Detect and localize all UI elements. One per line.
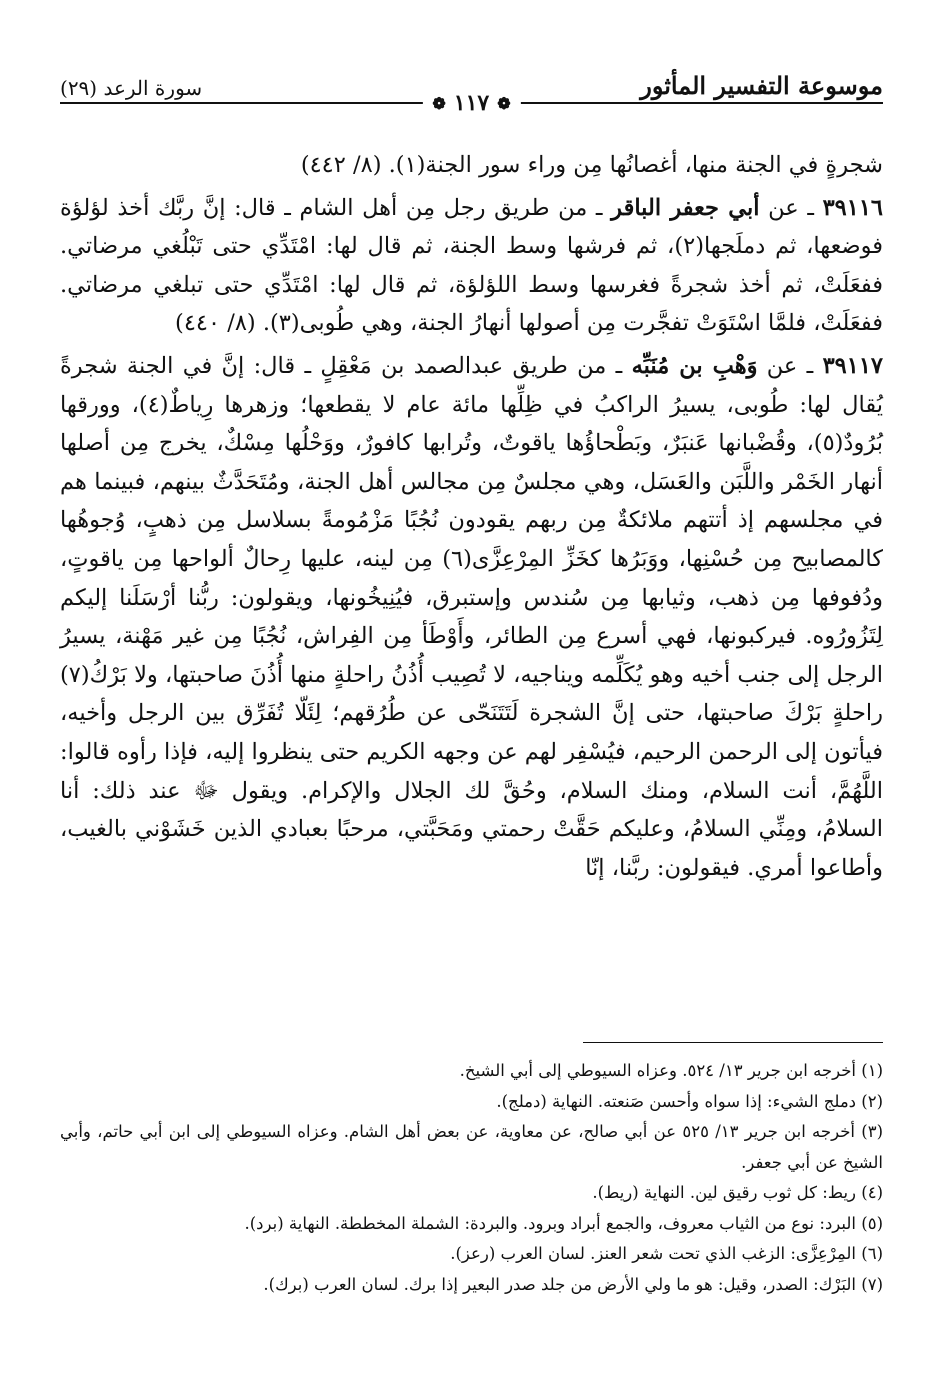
narrator-name: وَهْبِ بن مُنَبِّه (631, 352, 758, 379)
footnotes (60, 1056, 883, 1300)
surah-label: سورة الرعد (٢٩) (60, 76, 203, 100)
paragraph: ٣٩١١٧ ـ عن وَهْبِ بن مُنَبِّه ـ من طريق عبدالصمد بن مَعْقِلٍ ـ قال: إنَّ في الجنة شجرةً يُقال لها: طُوبى، يسيرُ الراكبُ في ظِلِّها مائة عام لا يقطعها؛ وزهرها رِياطٌ(٤)، وورقها بُرُودٌ(٥)، وقُضْبانها عَنبَرٌ، وبَطْحاؤُها ياقوتٌ، وتُرابها كافورٌ، ووَحْلُها مِسْكٌ، يخرج مِن أصلها أنهار الخَمْر واللَّبَن والعَسَل، وهي مجلسٌ مِن مجالس أهل الجنة، ومُتَحَدَّثٌ بينهم، فبينما هم في مجلسهم إذ أتتهم ملائكةٌ مِن ربهم يقودون نُجُبًا مَزْمُومةً بسلاسل مِن ذهبٍ، وُجوهُها كالمصابيح مِن حُسْنِها، ووَبَرُها كخَزِّ المِرْعِزَّى(٦) مِن لينه، عليها رِحالٌ ألواحها مِن ياقوتٍ، ودُفوفها مِن ذهب، وثيابها مِن سُندس وإستبرق، فيُنِيخُونها، ويقولون: ربُّنا أرْسَلَنا إليكم لِتَزُورُوه. فيركبونها، فهي أسرع مِن الطائر، وأَوْطَأ مِن الفِراش، نُجُبًا مِن غير مَهْنة، يسيرُ الرجل إلى جنب أخيه وهو يُكَلِّمه ويناجيه، لا تُصِيب أُذُنُ راحلةٍ منها أُذُنَ صاحبتها، ولا بَرْكُ(٧) راحلةٍ بَرْكَ صاحبتها، حتى إنَّ الشجرة لَتَتَنَحّى عن طُرُقهم؛ لِئَلّا تُفَرِّق بين الرجل وأخيه، فيأتون إلى الرحمن الرحيم، فيُسْفِر لهم عن وجهه الكريم حتى ينظروا إليه، فإذا رأوه قالوا: اللَّهُمَّ، أنت السلام، ومنك السلام، وحُقَّ لك الجلال والإكرام. ويقول ﷻ عند ذلك: أنا السلامُ، ومِنِّي السلامُ، وعليكم حَقَّتْ رحمتي ومَحَبَّتي، مرحبًا بعبادي الذين خَشَوْني بالغيب، وأطاعوا أمري. فيقولون: ربَّنا، إنّا (60, 352, 884, 881)
paragraph-text: ـ من طريق رجل مِن أهل الشام ـ قال: إنَّ ربَّك أخذ لؤلؤة فوضعها، ثم دملَجها(٢)، ثم فرشها وسط الجنة، ثم قال لها: امْتَدِّي حتى تَبْلُغي مرضاتي. ففعَلَتْ، ثم أخذ شجرةً فغرسها وسط اللؤلؤة، ثم قال لها: امْتَدِّي حتى تبلغي مرضاتي. ففعَلَتْ، فلمَّا اسْتَوَتْ تفجَّرت مِن أصولها أنهارُ الجنة، وهي طُوبى(٣). (٨/ ٤٤٠) (60, 194, 883, 337)
paragraph (60, 146, 883, 185)
footnote-rule (583, 1042, 883, 1043)
book-title: موسوعة التفسير المأثور (640, 71, 883, 100)
page (60, 60, 883, 1343)
footnote: (٢) دملج الشيء: إذا سواه وأحسن صَنعته. النهاية (دملج). (496, 1091, 883, 1111)
footnote: (١) أخرجه ابن جرير ١٣/ ٥٢٤. وعزاه السيوطي إلى أبي الشيخ. (459, 1061, 883, 1080)
footnote: (٥) البرد: نوع من الثياب معروف، والجمع أبراد وبرود. والبردة: الشملة المخططة. النهاية (برد). (244, 1213, 883, 1233)
main-text (60, 146, 883, 891)
footnote: (٧) البَرْك: الصدر، وقيل: هو ما ولي الأرض من جلد صدر البعير إذا برك. لسان العرب (برك). (263, 1274, 883, 1294)
page-number-text: ١١٧ (453, 90, 490, 116)
ornament-icon: ❁ (432, 93, 446, 113)
page-number (422, 90, 520, 116)
ornament-icon: ❁ (497, 93, 511, 113)
footnote: (٣) أخرجه ابن جرير ١٣/ ٥٢٥ عن أبي صالح، عن معاوية، عن بعض أهل الشام. وعزاه السيوطي إلى ابن أبي حاتم، وأبي الشيخ عن أبي جعفر. (60, 1122, 883, 1172)
report-number: ٣٩١١٧ (822, 352, 884, 379)
paragraph-text: ـ من طريق عبدالصمد بن مَعْقِلٍ ـ قال: إنَّ في الجنة شجرةً يُقال لها: طُوبى، يسيرُ الراكبُ في ظِلِّها مائة عام لا يقطعها؛ وزهرها رِياطٌ(٤)، وورقها بُرُودٌ(٥)، وقُضْبانها عَنبَرٌ، وبَطْحاؤُها ياقوتٌ، وتُرابها كافورٌ، ووَحْلُها مِسْكٌ، يخرج مِن أصلها أنهار الخَمْر واللَّبَن والعَسَل، وهي مجلسٌ مِن مجالس أهل الجنة، ومُتَحَدَّثٌ بينهم، فبينما هم في مجلسهم إذ أتتهم ملائكةٌ مِن ربهم يقودون نُجُبًا مَزْمُومةً بسلاسل مِن ذهبٍ، وُجوهُها كالمصابيح مِن حُسْنِها، ووَبَرُها كخَزِّ المِرْعِزَّى(٦) مِن لينه، عليها رِحالٌ ألواحها مِن ياقوتٍ، ودُفوفها مِن ذهب، وثيابها مِن سُندس وإستبرق، فيُنِيخُونها، ويقولون: ربُّنا أرْسَلَنا إليكم لِتَزُورُوه. فيركبونها، فهي أسرع مِن الطائر، وأَوْطَأ مِن الفِراش، نُجُبًا مِن غير مَهْنة، يسيرُ الرجل إلى جنب أخيه وهو يُكَلِّمه ويناجيه، لا تُصِيب أُذُنُ راحلةٍ منها أُذُنَ صاحبتها، ولا بَرْكُ(٧) راحلةٍ بَرْكَ صاحبتها، حتى إنَّ الشجرة لَتَتَنَحّى عن طُرُقهم؛ لِئَلّا تُفَرِّق بين الرجل وأخيه، فيأتون إلى الرحمن الرحيم، فيُسْفِر لهم عن وجهه الكريم حتى ينظروا إليه، فإذا رأوه قالوا: اللَّهُمَّ، أنت السلام، ومنك السلام، وحُقَّ لك الجلال والإكرام. ويقول ﷻ عند ذلك: أنا السلامُ، ومِنِّي السلامُ، وعليكم حَقَّتْ رحمتي ومَحَبَّتي، مرحبًا بعبادي الذين خَشَوْني بالغيب، وأطاعوا أمري. فيقولون: ربَّنا، إنّا (60, 352, 883, 881)
paragraph: ٣٩١١٦ ـ عن أبي جعفر الباقر ـ من طريق رجل مِن أهل الشام ـ قال: إنَّ ربَّك أخذ لؤلؤة فوضعها، ثم دملَجها(٢)، ثم فرشها وسط الجنة، ثم قال لها: امْتَدِّي حتى تَبْلُغي مرضاتي. ففعَلَتْ، ثم أخذ شجرةً فغرسها وسط اللؤلؤة، ثم قال لها: امْتَدِّي حتى تبلغي مرضاتي. ففعَلَتْ، فلمَّا اسْتَوَتْ تفجَّرت مِن أصولها أنهارُ الجنة، وهي طُوبى(٣). (٨/ ٤٤٠) (60, 194, 884, 337)
paragraph-text: شجرةٍ في الجنة منها، أغصانُها مِن وراء سور الجنة(١). (٨/ ٤٤٢) (300, 152, 883, 178)
footnote: (٤) ريط: كل ثوب رقيق لين. النهاية (ريط). (592, 1183, 883, 1202)
narrator-name: أبي جعفر الباقر (611, 194, 760, 221)
report-number: ٣٩١١٦ (822, 194, 884, 221)
footnote: (٦) المِرْعِزَّى: الزغب الذي تحت شعر العنز. لسان العرب (رعز). (450, 1244, 883, 1263)
